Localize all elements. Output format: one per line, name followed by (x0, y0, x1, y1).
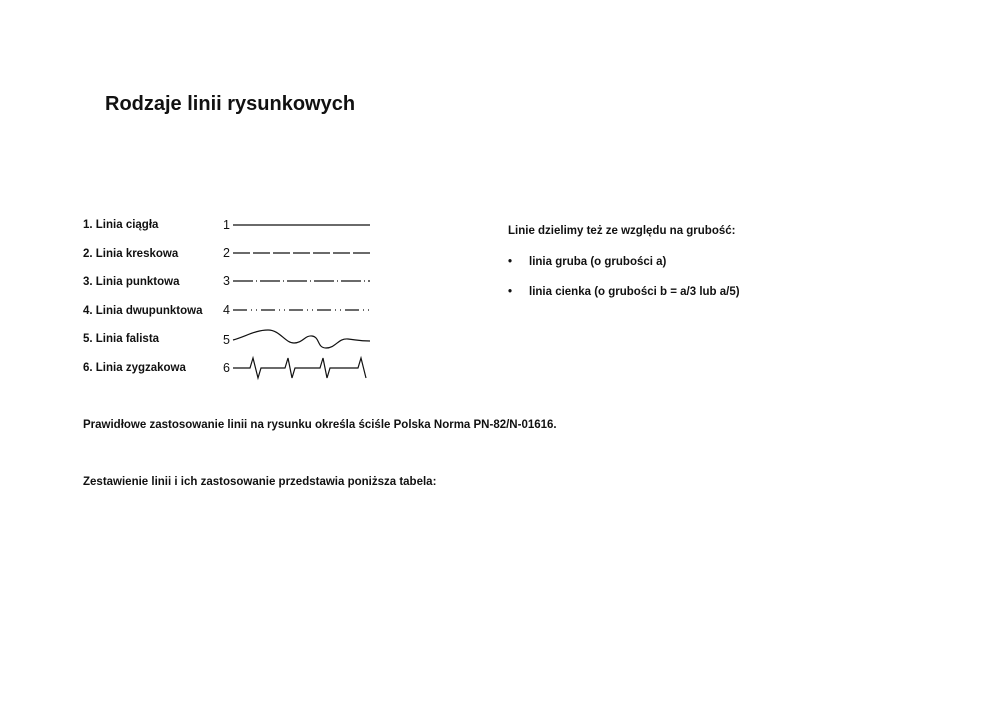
wavy-line-sample (233, 330, 370, 348)
list-item (508, 256, 666, 268)
thickness-section (508, 225, 808, 298)
thickness-heading: Linie dzielimy też ze względu na grubość: (508, 225, 736, 237)
line-type-label-2: 2. Linia kreskowa (83, 248, 179, 260)
thickness-item-thin: linia cienka (o grubości b = a/3 lub a/5) (529, 286, 740, 298)
zigzag-line-sample (233, 358, 366, 378)
sample-number-4: 4 (223, 303, 230, 317)
table-intro-paragraph: Zestawienie linii i ich zastosowanie przedstawia poniższa tabela: (83, 476, 437, 488)
line-type-label-3: 3. Linia punktowa (83, 276, 180, 288)
line-type-label-6: 6. Linia zygzakowa (83, 362, 186, 374)
line-type-label-1: 1. Linia ciągła (83, 219, 159, 231)
norm-paragraph: Prawidłowe zastosowanie linii na rysunku określa ściśle Polska Norma PN-82/N-01616. (83, 419, 557, 431)
bullet-icon: • (508, 256, 513, 268)
list-item (508, 286, 740, 298)
sample-number-6: 6 (223, 361, 230, 375)
line-type-label-4: 4. Linia dwupunktowa (83, 305, 203, 317)
line-samples-drawing (220, 212, 380, 382)
sample-number-2: 2 (223, 246, 230, 260)
line-type-label-5: 5. Linia falista (83, 333, 160, 345)
page-title: Rodzaje linii rysunkowych (105, 93, 356, 115)
sample-number-5: 5 (223, 333, 230, 347)
sample-number-1: 1 (223, 218, 230, 232)
bullet-icon: • (508, 286, 513, 298)
sample-number-3: 3 (223, 274, 230, 288)
thickness-item-thick: linia gruba (o grubości a) (529, 256, 667, 268)
line-samples (220, 212, 380, 382)
